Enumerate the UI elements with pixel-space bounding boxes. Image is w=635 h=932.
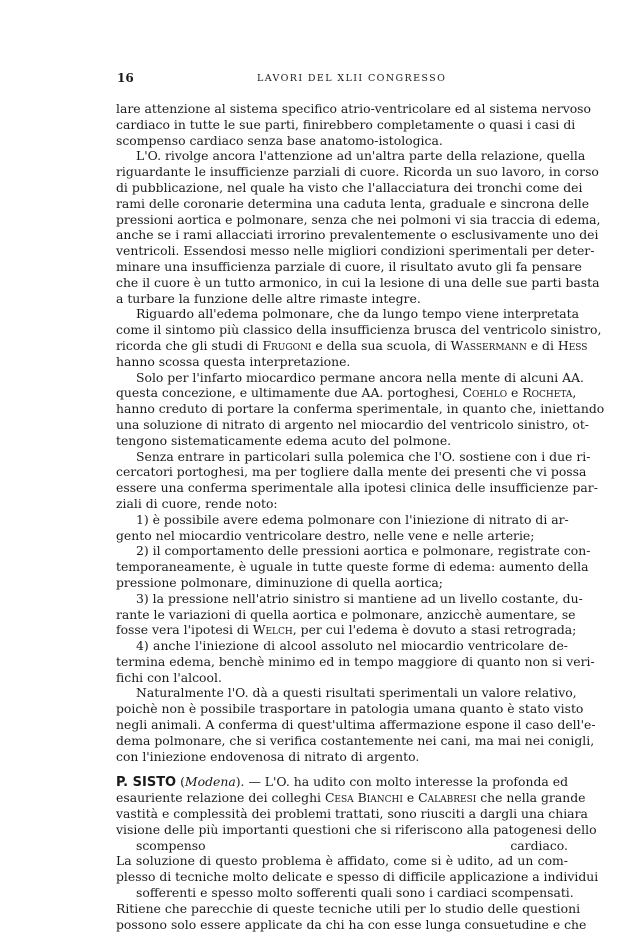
text-line (116, 148, 586, 164)
text-line (116, 853, 568, 869)
text-segment: ziali di cuore, rende noto: (116, 495, 278, 511)
text-line (116, 590, 583, 607)
text-segment: rami delle coronarie determina una caduta lenta, graduale e sincrona delle (116, 195, 590, 211)
text-segment: Naturalmente l'O. dà a questi risultati sperimentali un valore relativo, (136, 685, 577, 701)
text-line (116, 211, 601, 228)
text-segment: questa concezione, e ultimamente due AA. portoghesi, (116, 385, 463, 401)
text-segment: 2) il comportamento delle pressioni aortica e polmonare, registrate con- (136, 543, 591, 559)
text-line (116, 528, 568, 544)
text-line (116, 869, 599, 885)
text-segment: e (507, 385, 523, 401)
text-segment: gento nel miocardio ventricolare destro, nelle vene e nelle arterie; (116, 527, 535, 543)
text-segment: scompenso cardiaco senza base anatomo-istologica. (116, 132, 443, 148)
text-line (116, 653, 595, 670)
text-segment: Senza entrare in particolari sulla polemica che l'O. sostiene con i due ri- (136, 448, 591, 464)
text-line (116, 416, 589, 433)
text-line (116, 243, 595, 259)
text-line (116, 638, 568, 654)
text-segment: negli animali. A conferma di quest'ultima affermazione espone il caso dell'e- (116, 717, 596, 733)
text-segment: pressione polmonare, diminuzione di quella aortica; (116, 574, 443, 590)
text-segment: 4) anche l'iniezione di alcool assoluto nel miocardio ventricolare de- (136, 638, 568, 654)
text-segment: fosse vera l'ipotesi di (116, 622, 253, 638)
text-line (116, 322, 602, 338)
text-segment: ( (176, 774, 185, 790)
text-line (116, 337, 588, 354)
text-line (116, 559, 589, 575)
speaker-name: P. SISTO (116, 775, 177, 791)
text-segment: visione delle più importanti questioni che si riferiscono alla patogenesi dello (116, 821, 597, 837)
text-line (116, 717, 596, 733)
text-segment: rante le variazioni di quella aortica e polmonare, anzicchè aumentare, se (116, 606, 576, 622)
text-line (116, 448, 591, 465)
text-segment: hanno scossa questa interpretazione. (116, 353, 351, 369)
text-segment: essere una conferma sperimentale alla ipotesi clinica delle insufficienze par- (116, 480, 598, 496)
text-segment: hanno creduto di portare la conferma sperimentale, in quanto che, iniettando (116, 401, 605, 417)
text-segment: con l'iniezione endovenosa di nitrato di argento. (116, 748, 420, 764)
text-line (116, 433, 568, 449)
text-segment: , per cui l'edema è dovuto a stasi retrograda; (292, 622, 577, 638)
text-segment: plesso di tecniche molto delicate e spesso di difficile applicazione a individui (116, 869, 599, 885)
running-title: LAVORI DEL XLII CONGRESSO (257, 73, 447, 84)
text-line (116, 258, 582, 275)
text-segment: ricorda che gli studi di (116, 337, 263, 353)
text-line (116, 464, 587, 480)
text-line (116, 401, 605, 417)
text-line (116, 806, 588, 822)
cited-author: Cesa Bianchi (324, 790, 403, 806)
text-segment: come il sintomo più classico della insufficienza brusca del ventricolo sinistro, (116, 322, 602, 338)
text-segment: Solo per l'infarto miocardico permane ancora nella mente di alcuni AA. (136, 369, 584, 385)
cited-author: Welch (252, 622, 293, 638)
text-line (116, 774, 568, 790)
text-segment: minare una insufficienza parziale di cuore, il risultato avuto gli fa pensare (116, 258, 582, 274)
text-segment: a turbare la funzione delle altre rimaste integre. (116, 290, 421, 306)
cited-author: Wassermann (450, 337, 527, 353)
body-text (116, 101, 605, 932)
text-segment: una soluzione di nitrato di argento nel miocardio del ventricolo sinistro, ot- (116, 416, 589, 432)
text-segment: , (572, 385, 577, 401)
text-segment: possono solo essere applicate da chi ha con esse lunga consuetudine e che (116, 916, 587, 932)
text-line (116, 496, 568, 512)
text-segment: 3) la pressione nell'atrio sinistro si mantiene ad un livello costante, du- (136, 590, 583, 606)
text-line (116, 749, 568, 765)
text-line (116, 512, 568, 528)
text-segment: 1) è possibile avere edema polmonare con l'iniezione di nitrato di ar- (136, 511, 569, 527)
text-segment: cercatori portoghesi, ma per togliere dalla mente dei presenti che vi possa (116, 464, 587, 480)
text-segment: L'O. rivolge ancora l'attenzione ad un'altra parte della relazione, quella (136, 148, 586, 164)
text-segment: lare attenzione al sistema specifico atrio-ventricolare ed al sistema nervoso (116, 101, 591, 116)
text-segment: ventricoli. Essendosi messo nelle migliori condizioni sperimentali per deter- (116, 243, 595, 259)
page-header (117, 71, 567, 87)
text-line (116, 732, 595, 749)
text-line (116, 838, 568, 854)
text-line (116, 179, 583, 196)
text-line (116, 916, 587, 932)
text-segment: cardiaco in tutte le sue parti, finirebbero completamente o quasi i casi di (116, 116, 576, 132)
cited-author: Rocheta (522, 385, 573, 401)
text-line (116, 885, 574, 901)
text-segment: dema polmonare, che si verifica costantemente nei cani, ma mai nei conigli, (116, 732, 595, 748)
text-segment: fichi con l'alcool. (116, 669, 222, 685)
text-segment: che nella grande (476, 790, 586, 806)
text-line (116, 164, 599, 180)
text-line (116, 116, 576, 133)
text-line (116, 670, 568, 686)
text-segment: poichè non è possibile trasportare in patologia umana quanto è stato visto (116, 701, 584, 717)
text-line (116, 575, 568, 591)
text-segment: e (402, 790, 419, 806)
text-line (116, 274, 600, 291)
text-segment: scompenso cardiaco. (136, 837, 568, 853)
text-line (116, 306, 580, 322)
text-segment: di pubblicazione, nel quale ha visto che l'allacciatura dei tronchi come dei (116, 179, 583, 195)
text-segment: ). — L'O. ha udito con molto interesse la profonda ed (235, 774, 568, 790)
text-line (116, 900, 581, 917)
cited-author: Hess (557, 337, 588, 353)
cited-author: Coehlo (462, 385, 508, 401)
text-line (116, 227, 599, 243)
text-segment: e della sua scuola, di (311, 337, 451, 353)
text-segment: anche se i rami allacciati irrorino prevalentemente o esclusivamente uno dei (116, 227, 599, 243)
text-segment: temporaneamente, è uguale in tutte queste forme di edema: aumento della (116, 559, 589, 575)
text-line (116, 101, 591, 117)
text-line (116, 195, 590, 212)
text-segment: termina edema, benchè minimo ed in tempo maggiore di quanto non si veri- (116, 653, 595, 669)
text-segment: Riguardo all'edema polmonare, che da lungo tempo viene interpretata (136, 306, 580, 322)
text-segment: e di (526, 337, 558, 353)
text-line (116, 385, 577, 401)
text-segment: pressioni aortica e polmonare, senza che nei polmoni vi sia traccia di edema, (116, 211, 601, 227)
text-line (116, 369, 584, 386)
text-line (116, 543, 591, 559)
text-segment: esauriente relazione dei colleghi (116, 790, 325, 806)
text-line (116, 354, 568, 370)
text-segment: La soluzione di questo problema è affidato, come si è udito, ad un com- (116, 853, 568, 869)
page-number: 16 (117, 71, 134, 85)
text-line (116, 133, 568, 149)
text-segment: sofferenti e spesso molto sofferenti quali sono i cardiaci scompensati. (136, 885, 574, 901)
text-segment: vastità e complessità dei problemi trattati, sono riusciti a dargli una chiara (116, 806, 588, 822)
text-segment: che il cuore è un tutto armonico, in cui la lesione di una delle sue parti basta (116, 274, 600, 290)
paragraph-gap (116, 764, 568, 774)
text-line (116, 606, 576, 623)
text-segment: tengono sistematicamente edema acuto del polmone. (116, 432, 452, 448)
text-line (116, 480, 598, 496)
text-line (116, 821, 597, 838)
text-line (116, 685, 577, 701)
speaker-city: Modena (184, 774, 236, 790)
text-line (116, 701, 584, 717)
text-segment: riguardante le insufficienze parziali di cuore. Ricorda un suo lavoro, in corso (116, 164, 599, 180)
text-line (116, 790, 586, 806)
text-segment: Ritiene che parecchie di queste tecniche utili per lo studio delle questioni (116, 900, 581, 916)
text-line (116, 622, 577, 638)
cited-author: Calabresi (418, 790, 477, 806)
cited-author: Frugoni (262, 337, 312, 353)
text-line (116, 291, 568, 307)
